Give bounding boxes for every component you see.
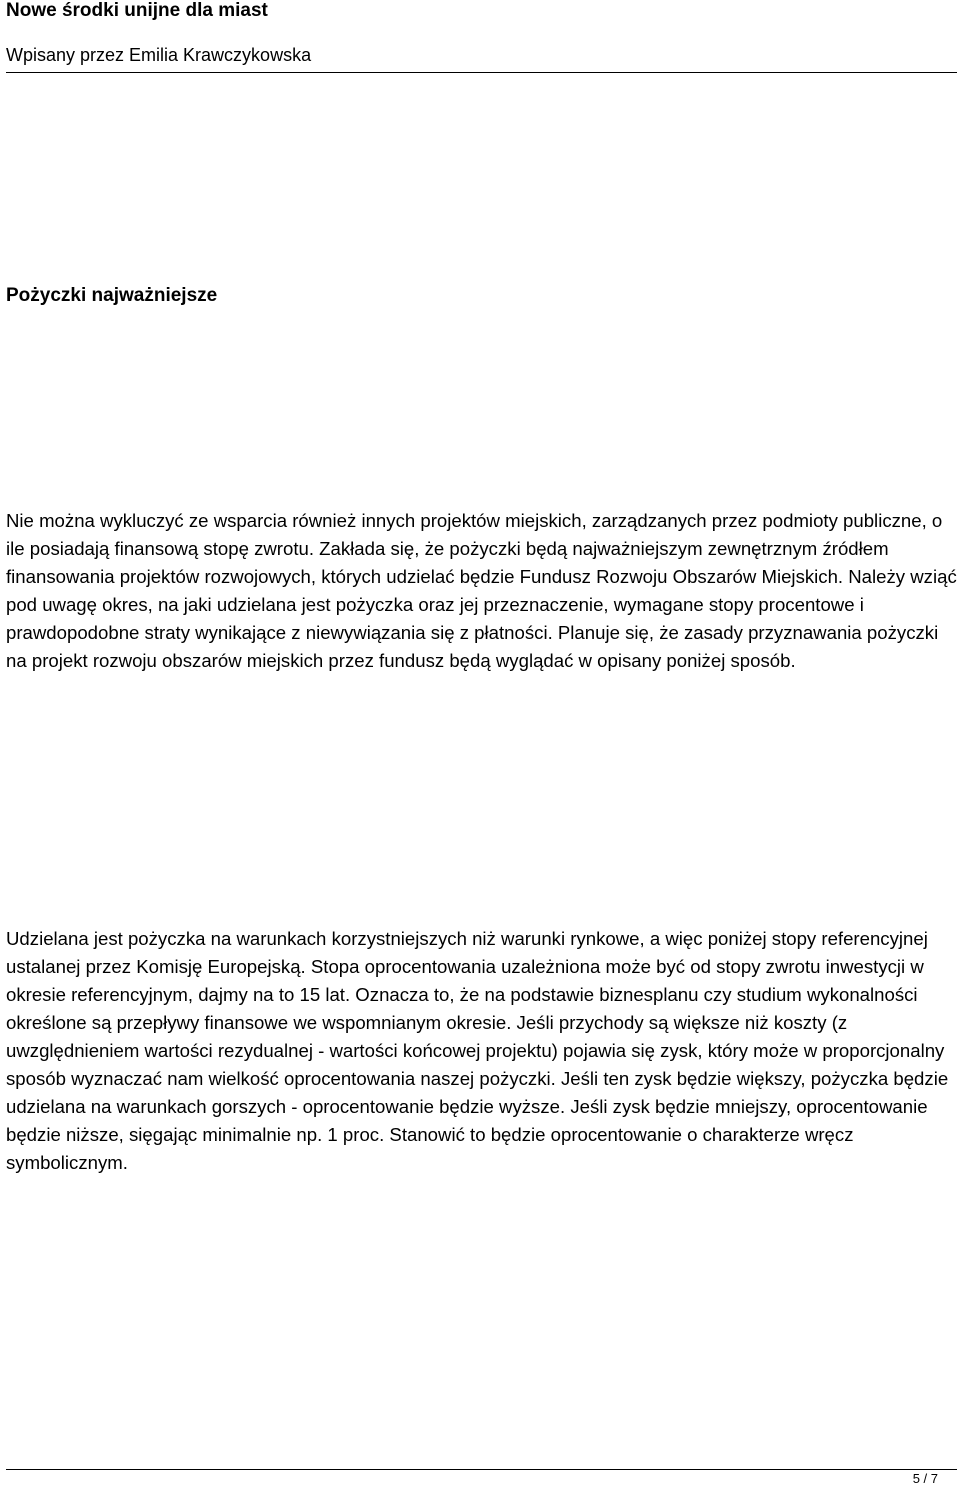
author-line: Wpisany przez Emilia Krawczykowska [6,45,312,65]
section-heading: Pożyczki najważniejsze [6,285,218,306]
header-divider [6,72,957,73]
document-title: Nowe środki unijne dla miast [6,0,268,21]
body-paragraph: Udzielana jest pożyczka na warunkach korzystniejszych niż warunki rynkowe, a więc poniżej stopy referencyjnej ustalanej przez Komisję Europejską. Stopa oprocentowania uzależniona może być od stopy zwrotu inwestycji w okresie referencyjnym, dajmy na to 15 lat. Oznacza to, że na podstawie biznesplanu czy studium wykonalności określone są przepływy finansowe we wspomnianym okresie. Jeśli przychody są większe niż koszty (z uwzględnieniem wartości rezydualnej - wartości końcowej projektu) pojawia się zysk, który może w proporcjonalny sposób wyznaczać nam wielkość oprocentowania naszej pożyczki. Jeśli ten zysk będzie większy, pożyczka będzie udzielana na warunkach gorszych - oprocentowanie będzie wyższe. Jeśli zysk będzie mniejszy, oprocentowanie będzie niższe, sięgając minimalnie np. 1 proc. Stanowić to będzie oprocentowanie o charakterze wręcz symbolicznym. [6,928,949,1173]
page-number: 5 / 7 [912,1471,938,1486]
body-paragraph: Nie można wykluczyć ze wsparcia również innych projektów miejskich, zarządzanych przez podmioty publiczne, o ile posiadają finansową stopę zwrotu. Zakłada się, że pożyczki będą najważniejszym zewnętrznym źródłem finansowania projektów rozwojowych, których udzielać będzie Fundusz Rozwoju Obszarów Miejskich. Należy wziąć pod uwagę okres, na jaki udzielana jest pożyczka oraz jej przeznaczenie, wymagane stopy procentowe i prawdopodobne straty wynikające z niewywiązania się z płatności. Planuje się, że zasady przyznawania pożyczki na projekt rozwoju obszarów miejskich przez fundusz będą wyglądać w opisany poniżej sposób. [6,510,957,671]
footer-divider [6,1469,957,1470]
